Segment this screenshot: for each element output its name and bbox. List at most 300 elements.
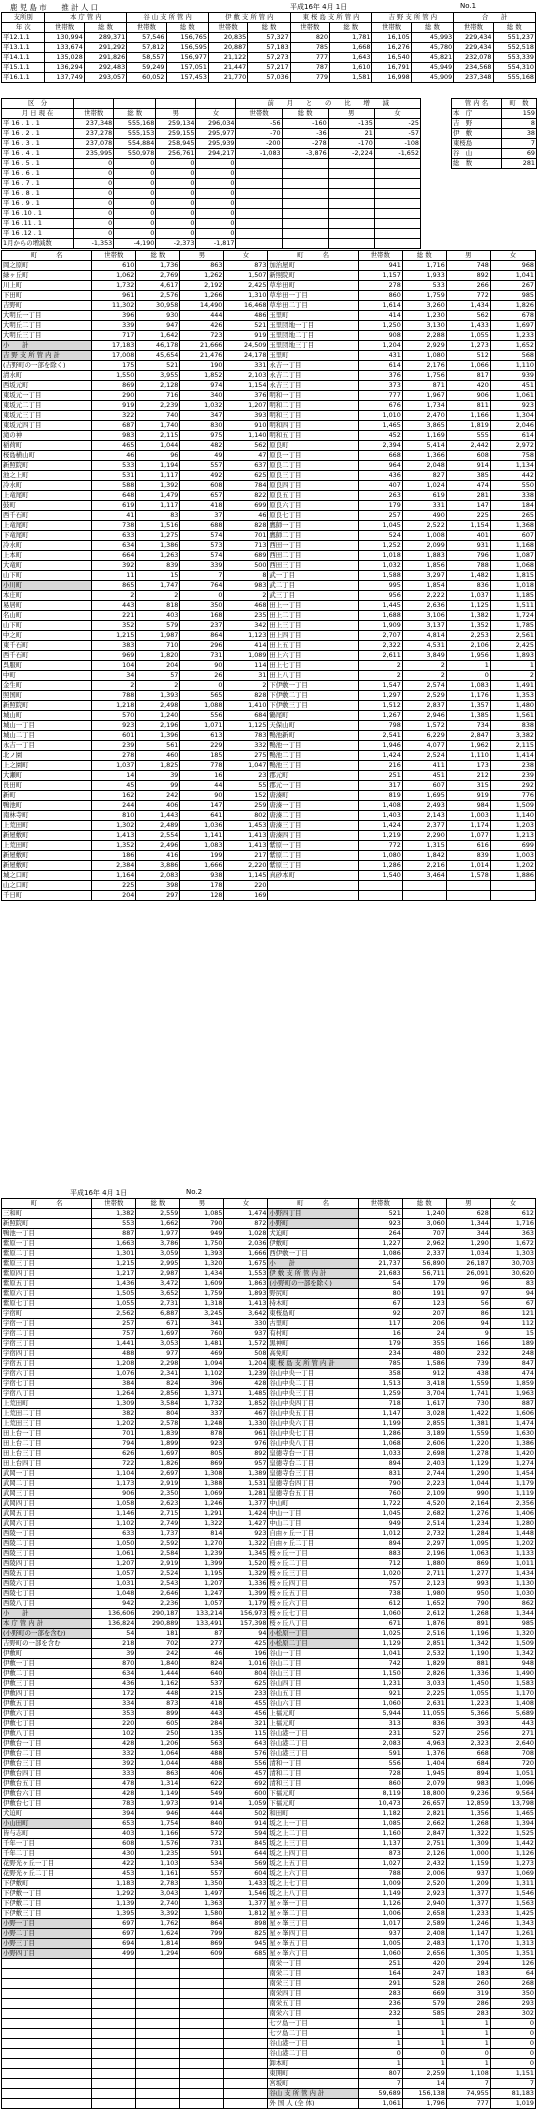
- value-cell: 1,311: [490, 1879, 535, 1889]
- value-cell: 1,859: [490, 1379, 535, 1389]
- value-cell: 271: [490, 1729, 535, 1739]
- value-cell: [92, 2069, 136, 2079]
- value-cell: 1,166: [446, 411, 490, 421]
- value-cell: [224, 1979, 268, 1989]
- district-row: [2, 1829, 536, 1839]
- value-cell: 56,711: [402, 1269, 446, 1279]
- town-name-cell: 新照院町: [2, 1219, 92, 1229]
- value-cell: 64: [490, 1969, 535, 1979]
- value-cell: 1,125: [224, 721, 268, 731]
- value-cell: 787: [290, 63, 329, 73]
- value-cell: 3,392: [136, 1909, 180, 1919]
- value-cell: 2,470: [402, 411, 446, 421]
- value-cell: 47: [224, 451, 268, 461]
- value-cell: 295,939: [196, 139, 236, 149]
- town-name-cell: 滝の神: [2, 431, 92, 441]
- value-cell: 1,377: [446, 1899, 490, 1909]
- value-cell: 334: [92, 1699, 136, 1709]
- town-name-cell: 伊敷台五丁目: [2, 1779, 92, 1789]
- value-cell: 2,432: [402, 1859, 446, 1869]
- value-cell: 521: [358, 1209, 402, 1219]
- value-cell: 2,288: [402, 331, 446, 341]
- value-cell: 0: [156, 229, 196, 239]
- value-cell: 1,003: [446, 811, 490, 821]
- value-cell: 431: [358, 351, 402, 361]
- value-cell: 1,182: [358, 1809, 402, 1819]
- town-name-cell: 鶴尾町: [268, 711, 358, 721]
- value-cell: 152: [224, 791, 268, 801]
- town-name-cell: 小 計: [2, 341, 92, 351]
- value-cell: 229,434: [454, 33, 493, 43]
- value-cell: 758: [490, 451, 535, 461]
- value-cell: 1,183: [92, 1879, 136, 1889]
- value-cell: [180, 1979, 224, 1989]
- value-cell: 156,595: [166, 43, 208, 53]
- town-name-cell: 永吉一丁目: [2, 741, 92, 751]
- value-cell: 164: [358, 1969, 402, 1979]
- town-row: [452, 109, 537, 119]
- value-cell: 204: [92, 891, 136, 901]
- value-cell: 878: [180, 1429, 224, 1439]
- value-cell: 0: [490, 2029, 535, 2039]
- monthly-row: [2, 119, 421, 129]
- town-name-cell: 谷山中央三丁目: [268, 1389, 358, 1399]
- value-cell: 1,320: [490, 1629, 535, 1639]
- value-cell: 57,183: [248, 43, 290, 53]
- value-cell: [92, 2029, 136, 2039]
- town-name-cell: 玉里町: [268, 311, 358, 321]
- value-cell: 1,366: [402, 451, 446, 461]
- value-cell: 7: [502, 139, 537, 149]
- value-cell: 657: [180, 491, 224, 501]
- value-cell: 1,716: [490, 1219, 535, 1229]
- value-cell: 443: [490, 1719, 535, 1729]
- value-cell: 2,856: [136, 1389, 180, 1399]
- value-cell: 974: [180, 381, 224, 391]
- column-header: 前 月 と の 比 増 減: [236, 99, 421, 109]
- value-cell: 1,168: [490, 541, 535, 551]
- value-cell: 2,972: [490, 441, 535, 451]
- town-name-cell: 唐湊一丁目: [268, 801, 358, 811]
- value-cell: 1,239: [180, 1549, 224, 1559]
- value-cell: 692: [224, 1779, 268, 1789]
- value-cell: [92, 1999, 136, 2009]
- value-cell: 892: [224, 1449, 268, 1459]
- value-cell: 234,568: [454, 63, 493, 73]
- town-name-cell: 西千石町: [2, 651, 92, 661]
- town-name-cell: 下伊敷二丁目: [2, 1899, 92, 1909]
- value-cell: 790: [446, 1599, 490, 1609]
- district-row: [2, 1699, 536, 1709]
- town-name-cell: 山下町: [2, 621, 92, 631]
- value-cell: 788: [92, 691, 136, 701]
- value-cell: 16,276: [372, 43, 411, 53]
- town-name-cell: 東桜島町: [268, 1309, 358, 1319]
- value-cell: 237,278: [74, 129, 114, 139]
- value-cell: 242: [136, 791, 180, 801]
- value-cell: 418: [180, 501, 224, 511]
- column-header: 女: [196, 109, 236, 119]
- value-cell: 1,037: [92, 761, 136, 771]
- value-cell: 1,474: [490, 1419, 535, 1429]
- value-cell: 555: [446, 431, 490, 441]
- value-cell: 236: [358, 1999, 402, 2009]
- value-cell: 1,427: [224, 1519, 268, 1529]
- monthly-row: [2, 219, 421, 229]
- value-cell: 1,588: [358, 571, 402, 581]
- town-name-cell: 南栄一丁目: [268, 1959, 358, 1969]
- value-cell: 234: [358, 1349, 402, 1359]
- value-cell: 1,129: [446, 1459, 490, 1469]
- value-cell: 156,977: [166, 53, 208, 63]
- value-cell: -170: [328, 139, 374, 149]
- value-cell: 291,826: [84, 53, 126, 63]
- blank-cell: [74, 99, 114, 109]
- value-cell: 1,854: [402, 581, 446, 591]
- value-cell: 297: [136, 891, 180, 901]
- value-cell: [282, 179, 328, 189]
- value-cell: 551,237: [493, 33, 536, 43]
- value-cell: 2,337: [402, 1249, 446, 1259]
- town-name-cell: 明和四丁目: [268, 421, 358, 431]
- district-row: [2, 841, 536, 851]
- value-cell: 3,886: [136, 861, 180, 871]
- value-cell: 1,203: [490, 821, 535, 831]
- value-cell: 701: [92, 1429, 136, 1439]
- town-name-cell: [2, 1999, 92, 2009]
- value-cell: 838: [490, 721, 535, 731]
- value-cell: 392: [92, 1759, 136, 1769]
- district-row: [2, 601, 536, 611]
- value-cell: 1,284: [446, 1529, 490, 1539]
- town-name-cell: 七ツ島一丁目: [268, 2019, 358, 2029]
- town-name-cell: 加治屋町: [268, 261, 358, 271]
- value-cell: 873: [224, 261, 268, 271]
- value-cell: 2,731: [136, 1299, 180, 1309]
- value-cell: 87: [180, 1629, 224, 1639]
- value-cell: 237: [180, 621, 224, 631]
- value-cell: 474: [490, 1369, 535, 1379]
- value-cell: 1,145: [224, 871, 268, 881]
- value-cell: 3,060: [402, 1219, 446, 1229]
- value-cell: 2,498: [136, 701, 180, 711]
- value-cell: 1,734: [402, 401, 446, 411]
- town-name-cell: 田上台三丁目: [2, 1449, 92, 1459]
- value-cell: 779: [290, 73, 329, 83]
- value-cell: 2,377: [402, 821, 446, 831]
- value-cell: 102: [92, 1729, 136, 1739]
- value-cell: 38: [502, 129, 537, 139]
- value-cell: 1,240: [136, 711, 180, 721]
- value-cell: 1,218: [92, 701, 136, 711]
- district-row: [2, 741, 536, 751]
- town-name-cell: 坂之上二丁目: [268, 1829, 358, 1839]
- value-cell: 1,058: [92, 1499, 136, 1509]
- district-row: [2, 2049, 536, 2059]
- value-cell: 2: [358, 671, 402, 681]
- value-cell: 2,592: [136, 1539, 180, 1549]
- value-cell: 562: [224, 441, 268, 451]
- value-cell: 894: [358, 1459, 402, 1469]
- value-cell: 950: [446, 1589, 490, 1599]
- value-cell: 114: [224, 661, 268, 671]
- value-cell: 21,476: [180, 351, 224, 361]
- value-cell: 0: [402, 2049, 446, 2059]
- value-cell: 1,344: [490, 1609, 535, 1619]
- town-name-cell: 西坂元町: [2, 381, 92, 391]
- value-cell: 99: [136, 781, 180, 791]
- value-cell: 1,096: [490, 1779, 535, 1789]
- column-header: 女: [374, 109, 420, 119]
- value-cell: 641: [180, 811, 224, 821]
- district-row: [2, 641, 536, 651]
- value-cell: 798: [358, 721, 402, 731]
- district-row: [2, 891, 536, 901]
- town-name-cell: 川上町: [2, 281, 92, 291]
- district-row: [2, 1299, 536, 1309]
- value-cell: 824: [180, 1659, 224, 1669]
- value-cell: 135,028: [45, 53, 84, 63]
- town-name-cell: 宇宿一丁目: [2, 1319, 92, 1329]
- value-cell: 45,993: [411, 33, 453, 43]
- value-cell: 80: [358, 1289, 402, 1299]
- value-cell: 248: [490, 1349, 535, 1359]
- value-cell: 428: [224, 1379, 268, 1389]
- value-cell: 396: [92, 311, 136, 321]
- value-cell: 1,302: [92, 821, 136, 831]
- value-cell: 576: [224, 1749, 268, 1759]
- value-cell: 1,509: [490, 1639, 535, 1649]
- value-cell: 26,187: [446, 1259, 490, 1269]
- district-row: [2, 1499, 536, 1509]
- value-cell: 7: [446, 2079, 490, 2089]
- monthly-row: [2, 189, 421, 199]
- value-cell: 0: [74, 159, 114, 169]
- value-cell: 2,006: [402, 1869, 446, 1879]
- town-name-cell: 宇宿二丁目: [2, 1329, 92, 1339]
- value-cell: 2,192: [180, 281, 224, 291]
- town-name-cell: 郡元町: [268, 771, 358, 781]
- district-row: [2, 721, 536, 731]
- value-cell: 1,027: [358, 1859, 402, 1869]
- value-cell: 807: [358, 2069, 402, 2079]
- value-cell: 2,425: [490, 641, 535, 651]
- district-row: [2, 1479, 536, 1489]
- town-name-cell: 西田二丁目: [268, 551, 358, 561]
- value-cell: 2,532: [402, 1649, 446, 1659]
- value-cell: 1,057: [92, 1569, 136, 1579]
- value-cell: 914: [180, 1799, 224, 1809]
- value-cell: 1,071: [180, 721, 224, 731]
- district-row: [2, 1649, 536, 1659]
- town-name-cell: 永吉三丁目: [268, 381, 358, 391]
- value-cell: 710: [136, 641, 180, 651]
- value-cell: 1,352: [92, 841, 136, 851]
- value-cell: 591: [358, 1749, 402, 1759]
- value-cell: 283: [358, 1989, 402, 1999]
- town-name-cell: [2, 2009, 92, 2019]
- value-cell: 1,240: [402, 1209, 446, 1219]
- district-row: [2, 1969, 536, 1979]
- district-row: [2, 1269, 536, 1279]
- town-name-cell: 唐湊三丁目: [268, 821, 358, 831]
- town-head-row: [452, 99, 537, 109]
- value-cell: 1,140: [224, 431, 268, 441]
- value-cell: 1,286: [358, 861, 402, 871]
- value-cell: 1,310: [224, 291, 268, 301]
- town-name-cell: 皇徳寺台二丁目: [268, 1459, 358, 1469]
- value-cell: 1,413: [92, 831, 136, 841]
- value-cell: 2,662: [402, 1819, 446, 1829]
- value-cell: 1,179: [490, 1479, 535, 1489]
- town-name-cell: 中山一丁目: [268, 1509, 358, 1519]
- value-cell: 1,642: [136, 331, 180, 341]
- value-cell: 46: [92, 451, 136, 461]
- value-cell: 1,980: [402, 1589, 446, 1599]
- value-cell: 302: [490, 2009, 535, 2019]
- value-cell: 817: [446, 371, 490, 381]
- value-cell: 238: [490, 761, 535, 771]
- district-row: [2, 811, 536, 821]
- value-cell: 2,493: [402, 801, 446, 811]
- value-cell: 1,204: [224, 1359, 268, 1369]
- year-cell: 平13.1.1: [2, 43, 45, 53]
- value-cell: 985: [490, 291, 535, 301]
- value-cell: 1,512: [358, 701, 402, 711]
- value-cell: 263: [358, 491, 402, 501]
- town-name-cell: 小野四丁目: [2, 1949, 92, 1959]
- area-cell: 吉 野: [452, 119, 502, 129]
- value-cell: 5,944: [358, 1709, 402, 1719]
- district-row: [2, 531, 536, 541]
- value-cell: 1,275: [136, 531, 180, 541]
- value-cell: 0: [196, 199, 236, 209]
- value-cell: 2,236: [136, 1599, 180, 1609]
- town-name-cell: 新屋敷町: [2, 851, 92, 861]
- town-name-cell: 千年一丁目: [2, 1839, 92, 1849]
- value-cell: 1,403: [358, 811, 402, 821]
- value-cell: 67: [490, 1299, 535, 1309]
- town-name-cell: 西陵二丁目: [2, 1539, 92, 1549]
- district-row: [2, 411, 536, 421]
- town-name-cell: 大竜町: [2, 561, 92, 571]
- value-cell: 1,020: [358, 1569, 402, 1579]
- value-cell: 0: [490, 2059, 535, 2069]
- value-cell: 1,268: [446, 1609, 490, 1619]
- value-cell: 653: [92, 1819, 136, 1829]
- value-cell: 1,389: [224, 1469, 268, 1479]
- value-cell: 0: [358, 2049, 402, 2059]
- value-cell: 206: [402, 1319, 446, 1329]
- value-cell: 1,110: [490, 361, 535, 371]
- value-cell: 393: [224, 411, 268, 421]
- value-cell: 914: [446, 461, 490, 471]
- town-name-cell: 田上八丁目: [268, 671, 358, 681]
- value-cell: 0: [114, 179, 156, 189]
- district-row: [2, 681, 536, 691]
- value-cell: 267: [490, 281, 535, 291]
- district-row: [2, 2059, 536, 2069]
- value-cell: 0: [156, 169, 196, 179]
- value-cell: 259,155: [156, 129, 196, 139]
- district-row: [2, 1309, 536, 1319]
- value-cell: 2,103: [224, 371, 268, 381]
- value-cell: -160: [282, 119, 328, 129]
- value-cell: 179: [402, 1279, 446, 1289]
- value-cell: 237,348: [74, 119, 114, 129]
- value-cell: 0: [446, 671, 490, 681]
- value-cell: 333: [92, 1769, 136, 1779]
- summary-row: [2, 63, 536, 73]
- value-cell: 1,294: [136, 1949, 180, 1959]
- value-cell: 9: [446, 1329, 490, 1339]
- value-cell: 2,554: [136, 831, 180, 841]
- value-cell: 478: [92, 1779, 136, 1789]
- value-cell: 1,336: [224, 1579, 268, 1589]
- value-cell: 1,345: [224, 1549, 268, 1559]
- value-cell: 969: [92, 651, 136, 661]
- district-row: [2, 731, 536, 741]
- value-cell: 16,791: [372, 63, 411, 73]
- value-cell: 60,052: [127, 73, 166, 83]
- town-name-cell: 高免町: [268, 1349, 358, 1359]
- value-cell: 569: [224, 1859, 268, 1869]
- district-row: [2, 1879, 536, 1889]
- town-name-cell: 上荒田町: [2, 821, 92, 831]
- value-cell: 2,239: [136, 401, 180, 411]
- value-cell: 56: [446, 1299, 490, 1309]
- value-cell: 156,138: [402, 2089, 446, 2099]
- value-cell: 1,044: [446, 1479, 490, 1489]
- value-cell: 191: [402, 1289, 446, 1299]
- value-cell: 1,852: [224, 1399, 268, 1409]
- district-row: [2, 1489, 536, 1499]
- value-cell: 488: [92, 1349, 136, 1359]
- value-cell: 864: [180, 631, 224, 641]
- value-cell: 633: [92, 1529, 136, 1539]
- value-cell: 1,722: [358, 1499, 402, 1509]
- value-cell: 16,998: [372, 73, 411, 83]
- value-cell: 1,202: [92, 1419, 136, 1429]
- value-cell: [180, 2009, 224, 2019]
- value-cell: 1,274: [490, 1459, 535, 1469]
- town-name-cell: 上福元町: [268, 1709, 358, 1719]
- value-cell: 2: [224, 591, 268, 601]
- town-name-cell: 城山町: [2, 711, 92, 721]
- value-cell: 281: [502, 159, 537, 169]
- value-cell: 1,044: [136, 441, 180, 451]
- town-name-cell: 永吉二丁目: [268, 371, 358, 381]
- value-cell: [180, 2079, 224, 2089]
- value-cell: 1,278: [446, 1449, 490, 1459]
- value-cell: 1,009: [358, 1879, 402, 1889]
- value-cell: [180, 2059, 224, 2069]
- value-cell: 242: [136, 1649, 180, 1659]
- town-name-cell: 武一丁目: [268, 571, 358, 581]
- value-cell: 537: [180, 1679, 224, 1689]
- value-cell: 1,223: [446, 1699, 490, 1709]
- district-row: [2, 2029, 536, 2039]
- town-name-cell: 新照院町: [268, 271, 358, 281]
- town-name-cell: 原良二丁目: [268, 461, 358, 471]
- town-name-cell: 唐湊四丁目: [268, 831, 358, 841]
- value-cell: 607: [490, 531, 535, 541]
- year-cell: 平15.1.1: [2, 63, 45, 73]
- value-cell: 1,322: [224, 1539, 268, 1549]
- value-cell: 1: [358, 2029, 402, 2039]
- town-name-cell: 星ヶ峯二丁目: [268, 1909, 358, 1919]
- district-row: [2, 1639, 536, 1649]
